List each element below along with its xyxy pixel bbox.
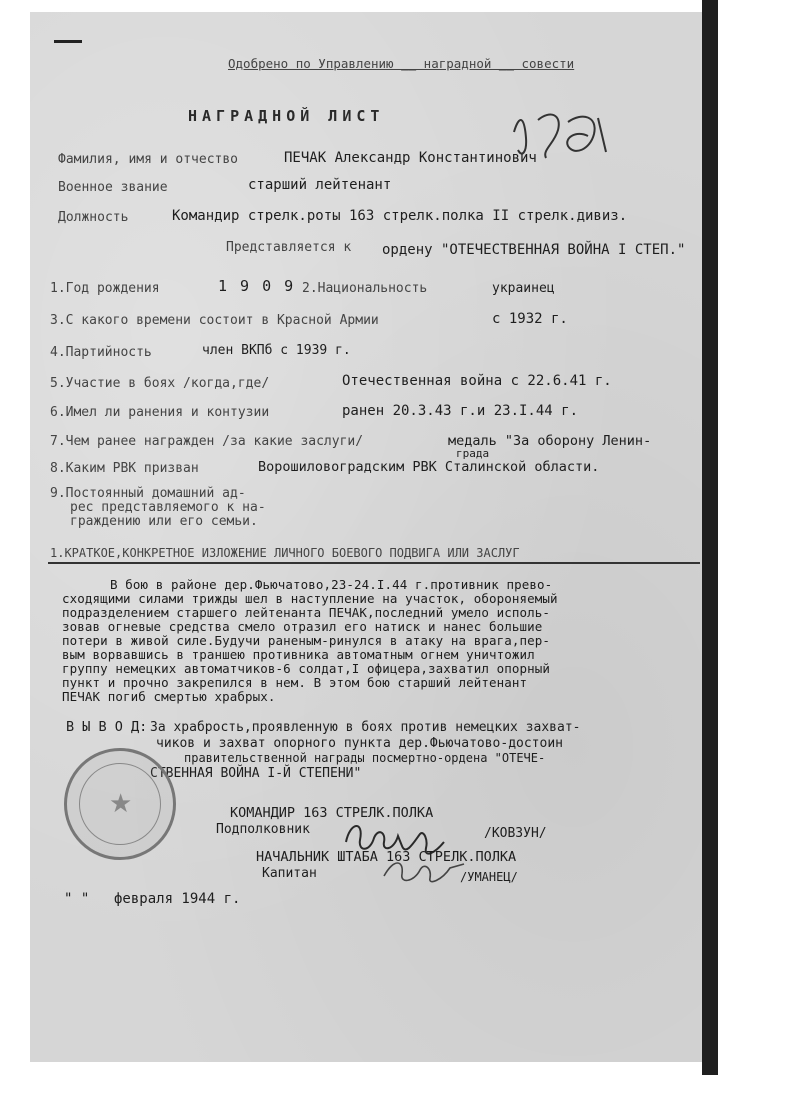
narrative-line: потери в живой силе.Будучи раненым-ринулся в атаку на врага,пер- <box>62 633 551 648</box>
commander-title: КОМАНДИР 163 СТРЕЛК.ПОЛКА <box>230 805 434 821</box>
conclusion-line: За храбрость,проявленную в боях против немецких захват- <box>150 720 581 735</box>
conclusion-line: СТВЕННАЯ ВОЙНА I-Й СТЕПЕНИ" <box>150 766 362 781</box>
birth-value: 1 9 0 9 <box>218 277 296 295</box>
date-value: февраля 1944 г. <box>114 891 241 907</box>
scan-edge-shadow <box>702 0 718 1075</box>
wounds-value: ранен 20.3.43 г.и 23.I.44 г. <box>342 403 579 419</box>
prev-awards-label: 7.Чем ранее награжден /за какие заслуги/ <box>50 434 364 449</box>
address-label-2: рес представляемого к на- <box>70 500 266 515</box>
name-value: ПЕЧАК Александр Константинович <box>284 150 537 166</box>
award-label: Представляется к <box>226 240 352 255</box>
party-value: член ВКПб с 1939 г. <box>202 343 351 358</box>
narrative-line: сходящими силами трижды шел в наступление на участок, обороняемый <box>62 591 558 606</box>
chief-title: НАЧАЛЬНИК ШТАБА 163 СТРЕЛК.ПОЛКА <box>256 849 517 865</box>
conclusion-label: В Ы В О Д: <box>66 719 148 735</box>
rank-label: Военное звание <box>58 180 168 195</box>
party-label: 4.Партийность <box>50 345 152 360</box>
conclusion-line: правительственной награды посмертно-ордена "ОТЕЧЕ- <box>184 751 546 765</box>
nationality-value: украинец <box>492 281 555 296</box>
narrative-line: зовав огневые средства смело отразил его натиск и нанес большие <box>62 619 543 634</box>
service-label: 3.С какого времени состоит в Красной Армии <box>50 313 379 328</box>
narrative-line: вым ворвавшись в траншею противника автоматным огнем уничтожил <box>62 647 535 662</box>
commander-rank: Подполковник <box>216 822 310 837</box>
date-day: " " <box>64 891 90 907</box>
round-seal-icon: ★ <box>64 748 176 860</box>
commander-name: /КОВЗУН/ <box>484 826 547 841</box>
chief-name: /УМАНЕЦ/ <box>460 870 518 884</box>
battles-label: 5.Участие в боях /когда,где/ <box>50 376 270 391</box>
chief-signature-icon <box>380 850 470 890</box>
name-label: Фамилия, имя и отчество <box>58 152 239 167</box>
award-value: ордену "ОТЕЧЕСТВЕННАЯ ВОЙНА I СТЕП." <box>382 242 686 258</box>
position-value: Командир стрелк.роты 163 стрелк.полка II стрелк.дивиз. <box>172 208 628 224</box>
nationality-label: 2.Национальность <box>302 281 428 296</box>
narrative-line: В бою в районе дер.Фьючатово,23-24.I.44 г.противник прево- <box>110 577 553 592</box>
prev-awards-value-1: медаль "За оборону Ленин- <box>448 433 652 449</box>
position-label: Должность <box>58 210 129 225</box>
chief-rank: Капитан <box>262 866 317 881</box>
header-line: Одобрено по Управлению __ наградной __ совести <box>228 56 575 71</box>
rvk-label: 8.Каким РВК призван <box>50 461 199 476</box>
narrative-line: подразделением старшего лейтенанта ПЕЧАК,последний умело исполь- <box>62 605 551 620</box>
service-value: с 1932 г. <box>492 311 568 327</box>
narrative-line: пункт и прочно закрепился в нем. В этом бою старший лейтенант <box>62 675 528 690</box>
section-divider <box>48 562 700 564</box>
conclusion-line: чиков и захват опорного пункта дер.Фьючатово-достоин <box>156 736 563 751</box>
section-heading: 1.КРАТКОЕ,КОНКРЕТНОЕ ИЗЛОЖЕНИЕ ЛИЧНОГО БОЕВОГО ПОДВИГА ИЛИ ЗАСЛУГ <box>50 546 520 560</box>
address-label-1: 9.Постоянный домашний ад- <box>50 486 246 501</box>
document-title: НАГРАДНОЙ ЛИСТ <box>188 107 385 125</box>
battles-value: Отечественная война с 22.6.41 г. <box>342 373 612 389</box>
prev-awards-value-2: града <box>456 447 490 460</box>
narrative-line: группу немецких автоматчиков-6 солдат,I офицера,захватил опорный <box>62 661 551 676</box>
punch-mark <box>54 40 82 43</box>
wounds-label: 6.Имел ли ранения и контузии <box>50 405 270 420</box>
address-label-3: граждению или его семьи. <box>70 514 258 529</box>
rvk-value: Ворошиловоградским РВК Сталинской области. <box>258 459 600 475</box>
rank-value: старший лейтенант <box>248 177 392 193</box>
birth-label: 1.Год рождения <box>50 281 160 296</box>
narrative-line: ПЕЧАК погиб смертью храбрых. <box>62 689 276 704</box>
